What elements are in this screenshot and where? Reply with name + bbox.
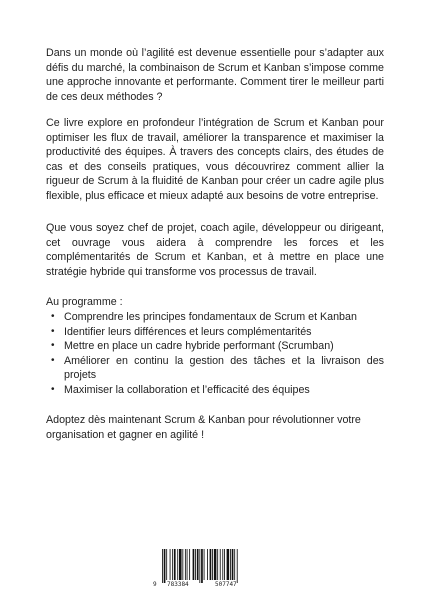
barcode-bar [220,549,221,580]
paragraph-text: Ce livre explore en profondeur l’intégration de Scrum et Kanban pour optimiser les flux de travail, améliorer la transparence et maximiser la productivité des équipes. À travers des concepts clairs, des études de cas et des conseils pratiques, vous découvrirez comment allier la rigueur de Scrum à la fluidité de Kanban pour créer un cadre agile plus flexible, plus efficace et mieux adapté aux besoins de votre entreprise. [46,117,384,202]
paragraph-text: Que vous soyez chef de projet, coach agile, développeur ou dirigeant, cet ouvrage vous aidera à comprendre les forces et les complémentarités de Scrum et Kanban, et à mettre en place une stratégie hybride qui transforme vos processus de travail. [46,222,384,278]
barcode-bar [210,549,212,580]
list-item [46,354,384,383]
barcode-bar [182,549,183,580]
list-item [46,383,384,398]
list-item-text: Identifier leurs différences et leurs complémentarités [64,325,312,338]
bullet-icon: • [51,311,55,322]
barcode-bar [170,549,171,580]
list-item-text: Maximiser la collaboration et l’efficacité des équipes [64,383,310,396]
barcode-bar [193,549,195,580]
barcode-bar [222,549,223,580]
bullet-icon: • [51,383,55,395]
barcode-bar [232,549,234,580]
barcode-bar [166,549,167,580]
bullet-icon: • [51,354,55,366]
barcode-bar [201,549,203,583]
paragraph-text: Adoptez dès maintenant Scrum & Kanban pour révolutionner votre organisation et gagner en agilité ! [46,414,361,441]
bullet-icon: • [51,340,55,352]
barcode-bar [214,549,217,580]
barcode-bar [227,549,230,580]
barcode-bar [189,549,190,580]
barcode-bar [197,549,199,580]
list-item [46,339,384,354]
barcode-bar [195,549,196,580]
barcode-bar [204,549,205,580]
barcode-bar [162,549,163,583]
barcode-bar [174,549,176,580]
barcode-bar [172,549,173,580]
barcode-bar [224,549,225,580]
barcode-digit-group-right: 507747 [215,581,237,588]
program-heading: Au programme : [46,296,123,308]
list-item-text: Comprendre les principes fondamentaux de Scrum et Kanban [64,311,357,323]
barcode-bar [177,549,178,580]
program-list [46,310,384,398]
barcode-bar [207,549,208,580]
barcode-bar [230,549,231,580]
barcode-digits [153,581,267,591]
list-item-text: Améliorer en continu la gestion des tâches et la livraison des projets [64,354,384,382]
bullet-icon: • [51,325,55,337]
isbn-barcode [153,549,267,591]
barcode-digit-group-left: 783384 [167,581,189,588]
list-item [46,325,384,340]
barcode-bars [153,549,267,583]
paragraph-text: Dans un monde où l’agilité est devenue essentielle pour s’adapter aux défis du marché, la combinaison de Scrum et Kanban s’impose comme une approche innovante et performante. Comment tirer le meilleur parti de ces deux méthodes ? [46,47,384,103]
barcode-bar [199,549,200,583]
barcode-digit-prefix: 9 [153,581,157,588]
list-item [46,310,384,325]
description-paragraph [46,116,384,204]
barcode-bar [187,549,188,580]
barcode-bar [164,549,166,583]
list-item-text: Mettre en place un cadre hybride performant (Scrumban) [64,340,334,353]
barcode-bar [179,549,182,580]
audience-paragraph [46,221,384,279]
closing-paragraph [46,413,384,442]
barcode-bar [185,549,186,580]
barcode-bar [234,549,235,580]
barcode-bar [217,549,218,580]
barcode-bar [237,549,238,583]
intro-paragraph [46,46,384,104]
barcode-bar [212,549,213,580]
